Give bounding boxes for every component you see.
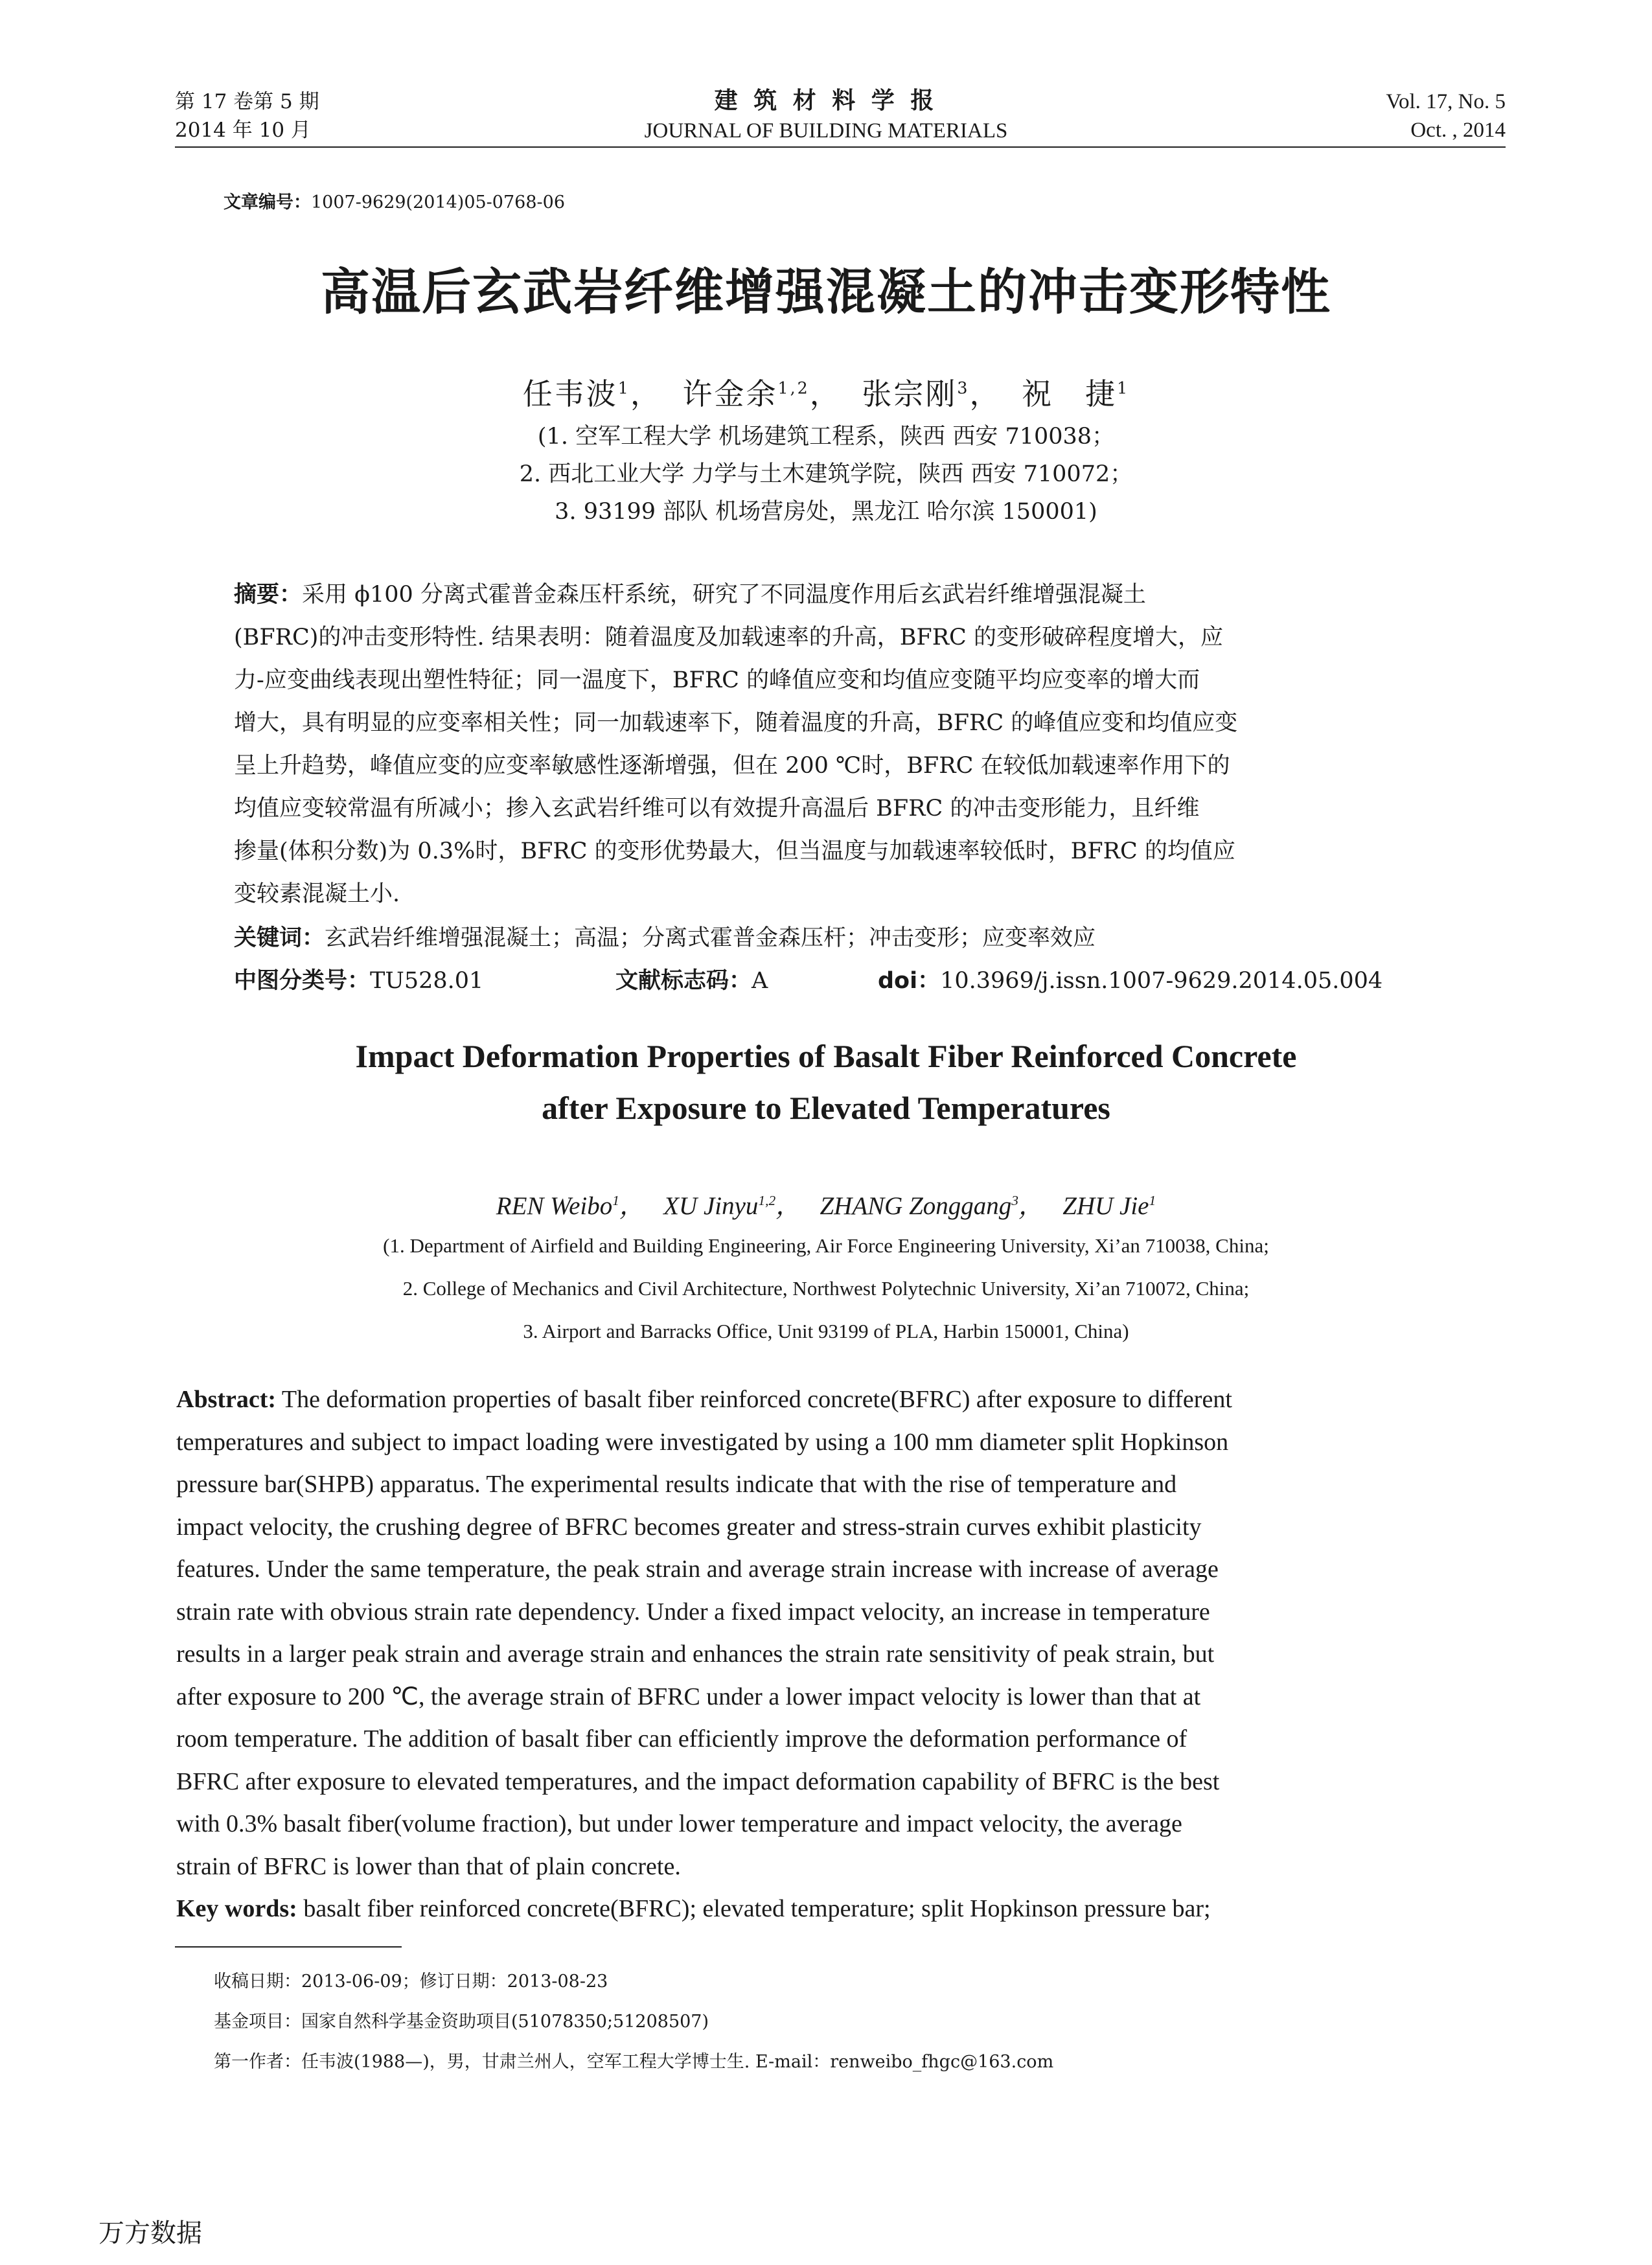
header-rule [175,146,1506,148]
footnotes [214,1962,1503,2082]
cn-abstract-line: 均值应变较常温有所减小；掺入玄武岩纤维可以有效提升高温后 BFRC 的冲击变形能力，且纤维 [234,796,1200,822]
cn-keywords [234,920,1417,952]
cn-author: 许金余$^{1,2}$ [682,376,810,411]
cn-keywords-label: 关键词： [234,925,325,951]
date-cn: 2014 年 10 月 [175,119,311,142]
footnote-rule [175,1946,402,1948]
footnote-funding: 基金项目：国家自然科学基金资助项目(51078350;51208507) [214,2012,709,2032]
en-affiliation: 3. Airport and Barracks Office, Unit 93199 of PLA, Harbin 150001, China) [523,1320,1129,1342]
doi-value: 10.3969/j.issn.1007-9629.2014.05.004 [940,968,1383,994]
en-title-line: Impact Deformation Properties of Basalt Fiber Reinforced Concrete [355,1038,1297,1074]
document-code: 文献标志码：A [615,968,768,994]
cn-classification: 中图分类号：TU528.01 [234,968,484,994]
en-abstract-line: with 0.3% basalt fiber(volume fraction), but under lower temperature and impact velocity, the average [176,1810,1182,1837]
en-affiliation: 2. College of Mechanics and Civil Architecture, Northwest Polytechnic University, Xi’an 710072, China; [402,1277,1250,1300]
header-center [502,86,1150,146]
article-number [224,188,565,213]
cn-affiliation: 2. 西北工业大学 力学与土木建筑学院，陕西 西安 710072； [519,461,1133,487]
en-abstract-label: Abstract: [176,1386,277,1413]
en-abstract-line: impact velocity, the crushing degree of BFRC becomes greater and stress-strain curves exhibit plasticity [176,1513,1202,1541]
footnote-received: 收稿日期：2013-06-09；修订日期：2013-08-23 [214,1972,608,1992]
cn-abstract [234,573,1417,915]
en-abstract-line: features. Under the same temperature, the peak strain and average strain increase with increase of average [176,1556,1219,1583]
en-keywords-label: Key words: [176,1895,297,1922]
cn-abstract-line: 采用 ϕ100 分离式霍普金森压杆系统，研究了不同温度作用后玄武岩纤维增强混凝土 [302,582,1146,608]
en-affiliations [0,1224,1652,1353]
cn-abstract-line: 变较素混凝土小. [234,881,400,907]
cn-affiliations [0,418,1652,531]
en-author: XU Jinyu$^{1,2}$ [663,1192,776,1220]
header-left [175,87,319,144]
en-abstract-line: room temperature. The addition of basalt fiber can efficiently improve the deformation performance of [176,1725,1187,1753]
volume-cn: 第 17 卷第 5 期 [175,90,319,113]
clc-value: TU528.01 [370,968,484,994]
en-abstract-line: strain of BFRC is lower than that of plain concrete. [176,1852,681,1880]
cn-title: 高温后玄武岩纤维增强混凝土的冲击变形特性 [321,263,1331,321]
journal-en: JOURNAL OF BUILDING MATERIALS [644,119,1008,143]
cn-author: 任韦波$^1$ [522,376,630,411]
en-author: ZHANG Zonggang$^3$ [820,1192,1018,1220]
cn-affiliation: 3. 93199 部队 机场营房处，黑龙江 哈尔滨 150001) [555,499,1097,525]
header-right [1231,87,1506,144]
cn-abstract-line: 力-应变曲线表现出塑性特征；同一温度下，BFRC 的峰值应变和均值应变随平均应变率的增大而 [234,667,1200,693]
cn-affiliation: (1. 空军工程大学 机场建筑工程系，陕西 西安 710038； [537,424,1115,450]
en-affiliation: (1. Department of Airfield and Building Engineering, Air Force Engineering University, Xi’an 710038, China; [383,1234,1269,1257]
cn-author: 张宗刚$^3$ [862,376,970,411]
en-author: REN Weibo$^1$ [496,1192,619,1220]
cn-abstract-line: (BFRC)的冲击变形特性. 结果表明：随着温度及加载速率的升高，BFRC 的变形破碎程度增大，应 [234,625,1223,650]
en-abstract-line: The deformation properties of basalt fiber reinforced concrete(BFRC) after exposure to different [281,1386,1232,1413]
cn-abstract-line: 呈上升趋势，峰值应变的应变率敏感性逐渐增强，但在 200 ℃时，BFRC 在较低加载速率作用下的 [234,753,1230,779]
cn-keywords-value: 玄武岩纤维增强混凝土；高温；分离式霍普金森压杆；冲击变形；应变率效应 [325,925,1096,951]
en-abstract-line: temperatures and subject to impact loading were investigated by using a 100 mm diameter split Hopkinson [176,1428,1229,1456]
watermark: 万方数据 [98,2218,202,2248]
en-authors: REN Weibo$^1$， XU Jinyu$^{1,2}$， ZHANG Zonggang$^3$， ZHU Jie$^1$ [496,1192,1156,1220]
footnote-author: 第一作者：任韦波(1988—)，男，甘肃兰州人，空军工程大学博士生. E-mail：renweibo_fhgc@163.com [214,2052,1054,2072]
date-en: Oct. , 2014 [1410,119,1506,142]
doc-value: A [751,968,768,994]
en-author: ZHU Jie$^1$ [1062,1192,1156,1220]
en-abstract-line: results in a larger peak strain and average strain and enhances the strain rate sensitivity of peak strain, but [176,1640,1215,1668]
article-number-value: 1007-9629(2014)05-0768-06 [311,192,566,213]
en-keywords [176,1888,1504,1931]
en-abstract-line: after exposure to 200 ℃, the average strain of BFRC under a lower impact velocity is lower than that at [176,1683,1201,1710]
article-number-label: 文章编号： [224,192,311,213]
en-abstract [176,1379,1504,1931]
en-abstract-line: strain rate with obvious strain rate dependency. Under a fixed impact velocity, an increase in temperature [176,1598,1210,1626]
cn-author: 祝 捷$^1$ [1022,376,1130,411]
en-title [0,1030,1652,1134]
doi: doi：10.3969/j.issn.1007-9629.2014.05.004 [878,968,1383,994]
cn-abstract-line: 增大，具有明显的应变率相关性；同一加载速率下，随着温度的升高，BFRC 的峰值应变和均值应变 [234,710,1238,736]
en-keywords-value: basalt fiber reinforced concrete(BFRC); elevated temperature; split Hopkinson pressure bar; [303,1895,1211,1922]
cn-authors: 任韦波$^1$， 许金余$^{1,2}$， 张宗刚$^3$， 祝 捷$^1$ [522,376,1130,411]
en-abstract-line: pressure bar(SHPB) apparatus. The experimental results indicate that with the rise of temperature and [176,1471,1177,1498]
journal-cn: 建 筑 材 料 学 报 [714,87,938,114]
cn-abstract-line: 掺量(体积分数)为 0.3%时，BFRC 的变形优势最大，但当温度与加载速率较低时，BFRC 的均值应 [234,838,1235,864]
en-title-line: after Exposure to Elevated Temperatures [542,1090,1110,1126]
cn-abstract-label: 摘要： [234,582,303,608]
volume-en: Vol. 17, No. 5 [1386,90,1506,113]
en-abstract-line: BFRC after exposure to elevated temperatures, and the impact deformation capability of BFRC is the best [176,1767,1220,1795]
